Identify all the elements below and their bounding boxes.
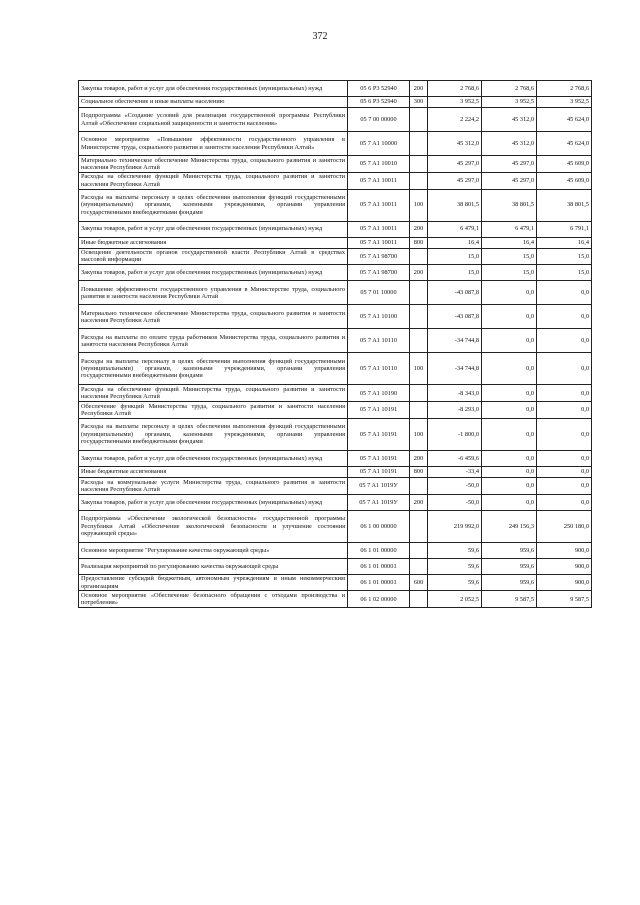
amount-year2-cell: 0,0 xyxy=(482,477,537,494)
table-row xyxy=(79,385,592,402)
expense-name-cell: Закупка товаров, работ и услуг для обеспечения государственных (муниципальных) нужд xyxy=(79,494,348,510)
amount-year1-cell: 59,6 xyxy=(428,542,482,558)
amount-year2-cell: 9 587,5 xyxy=(482,591,537,608)
table-row xyxy=(79,248,592,265)
expense-type-cell: 800 xyxy=(410,466,428,477)
program-code-cell: 05 6 P3 52940 xyxy=(348,81,410,97)
program-code-cell: 05 7 A1 98700 xyxy=(348,248,410,265)
amount-year3-cell: 0,0 xyxy=(537,329,592,353)
expense-name-cell: Расходы на обеспечение функций Министерства труда, социального развития и занятости населения Республики Алтай xyxy=(79,172,348,189)
amount-year2-cell: 0,0 xyxy=(482,281,537,305)
table-row xyxy=(79,81,592,97)
table-row xyxy=(79,402,592,419)
amount-year2-cell: 45 312,0 xyxy=(482,108,537,132)
table-row xyxy=(79,156,592,173)
amount-year2-cell: 0,0 xyxy=(482,305,537,329)
program-code-cell: 06 1 01 00001 xyxy=(348,574,410,591)
expense-type-cell: 600 xyxy=(410,574,428,591)
expense-type-cell: 200 xyxy=(410,81,428,97)
amount-year3-cell: 900,0 xyxy=(537,542,592,558)
table-row xyxy=(79,510,592,542)
amount-year3-cell: 0,0 xyxy=(537,281,592,305)
amount-year3-cell: 9 587,5 xyxy=(537,591,592,608)
amount-year2-cell: 0,0 xyxy=(482,418,537,450)
expense-name-cell: Расходы на коммунальные услуги Министерства труда, социального развития и занятости населения Республики Алтай xyxy=(79,477,348,494)
expense-type-cell: 100 xyxy=(410,418,428,450)
expense-name-cell: Материально техническое обеспечение Министерства труда, социального развития и занятости населения Республики Алтай xyxy=(79,156,348,173)
amount-year3-cell: 2 768,6 xyxy=(537,81,592,97)
amount-year1-cell: -50,0 xyxy=(428,494,482,510)
amount-year1-cell: 16,4 xyxy=(428,237,482,248)
page-number: 372 xyxy=(312,31,328,42)
expense-name-cell: Основное мероприятие «Повышение эффективности государственного управления в Министерстве труда, социального развития и занятости населения Республики Алтай» xyxy=(79,132,348,156)
table-row xyxy=(79,450,592,466)
table-row xyxy=(79,189,592,221)
expense-type-cell: 200 xyxy=(410,265,428,281)
expense-name-cell: Подпрограмма «Обеспечение экологической безопасности» государственной программы Республики Алтай «Обеспечение экологической безопасности и улучшение состояния окружающей среды» xyxy=(79,510,348,542)
amount-year2-cell: 3 952,5 xyxy=(482,97,537,108)
expense-type-cell xyxy=(410,385,428,402)
program-code-cell: 05 7 A1 10110 xyxy=(348,353,410,385)
expense-type-cell xyxy=(410,542,428,558)
expense-type-cell xyxy=(410,510,428,542)
expense-name-cell: Закупка товаров, работ и услуг для обеспечения государственных (муниципальных) нужд xyxy=(79,450,348,466)
program-code-cell: 06 1 01 00001 xyxy=(348,558,410,574)
expense-name-cell: Расходы на выплаты по оплате труда работников Министерства труда, социального развития и занятости населения Республики Алтай xyxy=(79,329,348,353)
amount-year1-cell: -8 343,0 xyxy=(428,385,482,402)
amount-year1-cell: -43 087,8 xyxy=(428,281,482,305)
program-code-cell: 05 7 A1 10011 xyxy=(348,189,410,221)
expense-type-cell: 100 xyxy=(410,189,428,221)
program-code-cell: 05 7 A1 1019У xyxy=(348,494,410,510)
amount-year1-cell: 6 479,1 xyxy=(428,221,482,237)
amount-year3-cell: 6 791,1 xyxy=(537,221,592,237)
amount-year1-cell: -33,4 xyxy=(428,466,482,477)
amount-year1-cell: -34 744,8 xyxy=(428,353,482,385)
amount-year3-cell: 38 801,5 xyxy=(537,189,592,221)
expense-name-cell: Иные бюджетные ассигнования xyxy=(79,466,348,477)
program-code-cell: 05 7 A1 10011 xyxy=(348,237,410,248)
expense-type-cell xyxy=(410,248,428,265)
expense-name-cell: Материально техническое обеспечение Министерства труда, социального развития и занятости населения Республики Алтай xyxy=(79,305,348,329)
table-row xyxy=(79,265,592,281)
amount-year1-cell: 2 052,5 xyxy=(428,591,482,608)
amount-year3-cell: 45 609,0 xyxy=(537,172,592,189)
program-code-cell: 05 7 A1 10190 xyxy=(348,385,410,402)
table-row xyxy=(79,221,592,237)
table-row xyxy=(79,542,592,558)
amount-year1-cell: 3 952,5 xyxy=(428,97,482,108)
expense-type-cell: 800 xyxy=(410,237,428,248)
amount-year3-cell: 45 609,0 xyxy=(537,156,592,173)
expense-type-cell xyxy=(410,281,428,305)
amount-year2-cell: 959,6 xyxy=(482,558,537,574)
program-code-cell: 06 1 01 00000 xyxy=(348,542,410,558)
amount-year3-cell: 0,0 xyxy=(537,385,592,402)
amount-year3-cell: 15,0 xyxy=(537,265,592,281)
amount-year2-cell: 0,0 xyxy=(482,353,537,385)
expense-type-cell xyxy=(410,591,428,608)
expense-name-cell: Обеспечение функций Министерства труда, социального развития и занятости населения Республики Алтай xyxy=(79,402,348,419)
amount-year1-cell: 219 992,0 xyxy=(428,510,482,542)
amount-year2-cell: 0,0 xyxy=(482,385,537,402)
table-row xyxy=(79,305,592,329)
amount-year2-cell: 15,0 xyxy=(482,248,537,265)
table-row xyxy=(79,237,592,248)
amount-year1-cell: 2 768,6 xyxy=(428,81,482,97)
amount-year1-cell: -34 744,8 xyxy=(428,329,482,353)
amount-year3-cell: 16,4 xyxy=(537,237,592,248)
table-row xyxy=(79,281,592,305)
table-row xyxy=(79,418,592,450)
expense-name-cell: Освещение деятельности органов государственной власти Республики Алтай в средствах массовой информации xyxy=(79,248,348,265)
amount-year1-cell: 45 297,0 xyxy=(428,172,482,189)
program-code-cell: 05 7 A1 10010 xyxy=(348,156,410,173)
budget-table-body xyxy=(79,81,592,608)
amount-year1-cell: 45 297,0 xyxy=(428,156,482,173)
amount-year3-cell: 0,0 xyxy=(537,494,592,510)
table-row xyxy=(79,558,592,574)
expense-type-cell xyxy=(410,132,428,156)
expense-name-cell: Закупка товаров, работ и услуг для обеспечения государственных (муниципальных) нужд xyxy=(79,221,348,237)
expense-name-cell: Реализация мероприятий по регулированию качества окружающей среды xyxy=(79,558,348,574)
program-code-cell: 05 7 A1 10191 xyxy=(348,418,410,450)
table-row xyxy=(79,477,592,494)
expense-name-cell: Закупка товаров, работ и услуг для обеспечения государственных (муниципальных) нужд xyxy=(79,81,348,97)
program-code-cell: 05 7 A1 10191 xyxy=(348,450,410,466)
amount-year1-cell: 59,6 xyxy=(428,574,482,591)
expense-type-cell xyxy=(410,172,428,189)
amount-year3-cell: 45 624,0 xyxy=(537,108,592,132)
expense-type-cell: 200 xyxy=(410,450,428,466)
amount-year2-cell: 959,6 xyxy=(482,542,537,558)
program-code-cell: 05 7 A1 1019У xyxy=(348,477,410,494)
amount-year3-cell: 900,0 xyxy=(537,574,592,591)
program-code-cell: 05 7 A1 10110 xyxy=(348,329,410,353)
table-row xyxy=(79,132,592,156)
amount-year1-cell: 45 312,0 xyxy=(428,132,482,156)
amount-year3-cell: 0,0 xyxy=(537,466,592,477)
amount-year2-cell: 6 479,1 xyxy=(482,221,537,237)
table-row xyxy=(79,494,592,510)
program-code-cell: 05 6 P3 52940 xyxy=(348,97,410,108)
expense-type-cell xyxy=(410,156,428,173)
amount-year2-cell: 16,4 xyxy=(482,237,537,248)
amount-year1-cell: -6 459,6 xyxy=(428,450,482,466)
program-code-cell: 05 7 A1 10100 xyxy=(348,305,410,329)
amount-year2-cell: 45 312,0 xyxy=(482,132,537,156)
amount-year1-cell: 15,0 xyxy=(428,248,482,265)
expense-name-cell: Расходы на обеспечение функций Министерства труда, социального развития и занятости населения Республики Алтай xyxy=(79,385,348,402)
amount-year2-cell: 0,0 xyxy=(482,466,537,477)
amount-year3-cell: 900,0 xyxy=(537,558,592,574)
amount-year3-cell: 15,0 xyxy=(537,248,592,265)
table-row xyxy=(79,591,592,608)
program-code-cell: 06 1 02 00000 xyxy=(348,591,410,608)
amount-year1-cell: -8 293,0 xyxy=(428,402,482,419)
expense-name-cell: Расходы на выплаты персоналу в целях обеспечения выполнения функций государственными (муниципальными) органами, казенными учреждениями, органами управления государственными внебюджетными фондами xyxy=(79,418,348,450)
expense-name-cell: Подпрограмма «Создание условий для реализации государственной программы Республики Алтай «Обеспечение социальной защищенности и занятости населения» xyxy=(79,108,348,132)
expense-type-cell xyxy=(410,402,428,419)
expense-name-cell: Расходы на выплаты персоналу в целях обеспечения выполнения функций государственными (муниципальными) органами, казенными учреждениями, органами управления государственными внебюджетными фондами xyxy=(79,189,348,221)
amount-year2-cell: 38 801,5 xyxy=(482,189,537,221)
amount-year2-cell: 249 156,3 xyxy=(482,510,537,542)
program-code-cell: 05 7 01 10000 xyxy=(348,281,410,305)
expense-name-cell: Повышение эффективности государственного управления в Министерстве труда, социального развития и занятости населения Республики Алтай xyxy=(79,281,348,305)
table-row xyxy=(79,574,592,591)
amount-year1-cell: -50,0 xyxy=(428,477,482,494)
amount-year1-cell: 38 801,5 xyxy=(428,189,482,221)
table-row xyxy=(79,353,592,385)
expense-type-cell: 100 xyxy=(410,353,428,385)
expense-name-cell: Предоставление субсидий бюджетным, автономным учреждениям и иным некоммерческим организациям xyxy=(79,574,348,591)
amount-year3-cell: 0,0 xyxy=(537,305,592,329)
program-code-cell: 05 7 00 00000 xyxy=(348,108,410,132)
table-row xyxy=(79,97,592,108)
amount-year1-cell: 15,0 xyxy=(428,265,482,281)
expense-type-cell: 300 xyxy=(410,97,428,108)
amount-year2-cell: 2 768,6 xyxy=(482,81,537,97)
table-row xyxy=(79,329,592,353)
expense-type-cell: 200 xyxy=(410,494,428,510)
amount-year2-cell: 0,0 xyxy=(482,329,537,353)
amount-year3-cell: 0,0 xyxy=(537,477,592,494)
expense-type-cell xyxy=(410,305,428,329)
amount-year3-cell: 45 624,0 xyxy=(537,132,592,156)
expense-type-cell xyxy=(410,477,428,494)
table-row xyxy=(79,108,592,132)
amount-year2-cell: 45 297,0 xyxy=(482,156,537,173)
program-code-cell: 05 7 A1 10191 xyxy=(348,402,410,419)
expense-name-cell: Иные бюджетные ассигнования xyxy=(79,237,348,248)
amount-year3-cell: 3 952,5 xyxy=(537,97,592,108)
amount-year2-cell: 15,0 xyxy=(482,265,537,281)
amount-year3-cell: 0,0 xyxy=(537,418,592,450)
amount-year1-cell: 59,6 xyxy=(428,558,482,574)
amount-year2-cell: 0,0 xyxy=(482,450,537,466)
expense-type-cell xyxy=(410,108,428,132)
amount-year2-cell: 45 297,0 xyxy=(482,172,537,189)
program-code-cell: 05 7 A1 98700 xyxy=(348,265,410,281)
amount-year2-cell: 0,0 xyxy=(482,402,537,419)
amount-year1-cell: -1 800,0 xyxy=(428,418,482,450)
amount-year1-cell: -43 087,8 xyxy=(428,305,482,329)
expense-name-cell: Расходы на выплаты персоналу в целях обеспечения выполнения функций государственными (муниципальными) органами, казенными учреждениями, органами управления государственными внебюджетными фондами xyxy=(79,353,348,385)
program-code-cell: 05 7 A1 10000 xyxy=(348,132,410,156)
amount-year2-cell: 0,0 xyxy=(482,494,537,510)
expense-type-cell xyxy=(410,329,428,353)
program-code-cell: 05 7 A1 10191 xyxy=(348,466,410,477)
budget-table xyxy=(78,80,592,608)
expense-name-cell: Основное мероприятие «Обеспечение безопасного обращения с отходами производства и потребления» xyxy=(79,591,348,608)
amount-year3-cell: 0,0 xyxy=(537,353,592,385)
amount-year1-cell: 2 224,2 xyxy=(428,108,482,132)
amount-year3-cell: 250 180,0 xyxy=(537,510,592,542)
expense-name-cell: Социальное обеспечение и иные выплаты населению xyxy=(79,97,348,108)
amount-year2-cell: 959,6 xyxy=(482,574,537,591)
table-row xyxy=(79,466,592,477)
expense-type-cell xyxy=(410,558,428,574)
expense-name-cell: Закупка товаров, работ и услуг для обеспечения государственных (муниципальных) нужд xyxy=(79,265,348,281)
amount-year3-cell: 0,0 xyxy=(537,402,592,419)
program-code-cell: 06 1 00 00000 xyxy=(348,510,410,542)
table-row xyxy=(79,172,592,189)
program-code-cell: 05 7 A1 10011 xyxy=(348,172,410,189)
expense-type-cell: 200 xyxy=(410,221,428,237)
amount-year3-cell: 0,0 xyxy=(537,450,592,466)
expense-name-cell: Основное мероприятие "Регулирование качества окружающей среды» xyxy=(79,542,348,558)
program-code-cell: 05 7 A1 10011 xyxy=(348,221,410,237)
